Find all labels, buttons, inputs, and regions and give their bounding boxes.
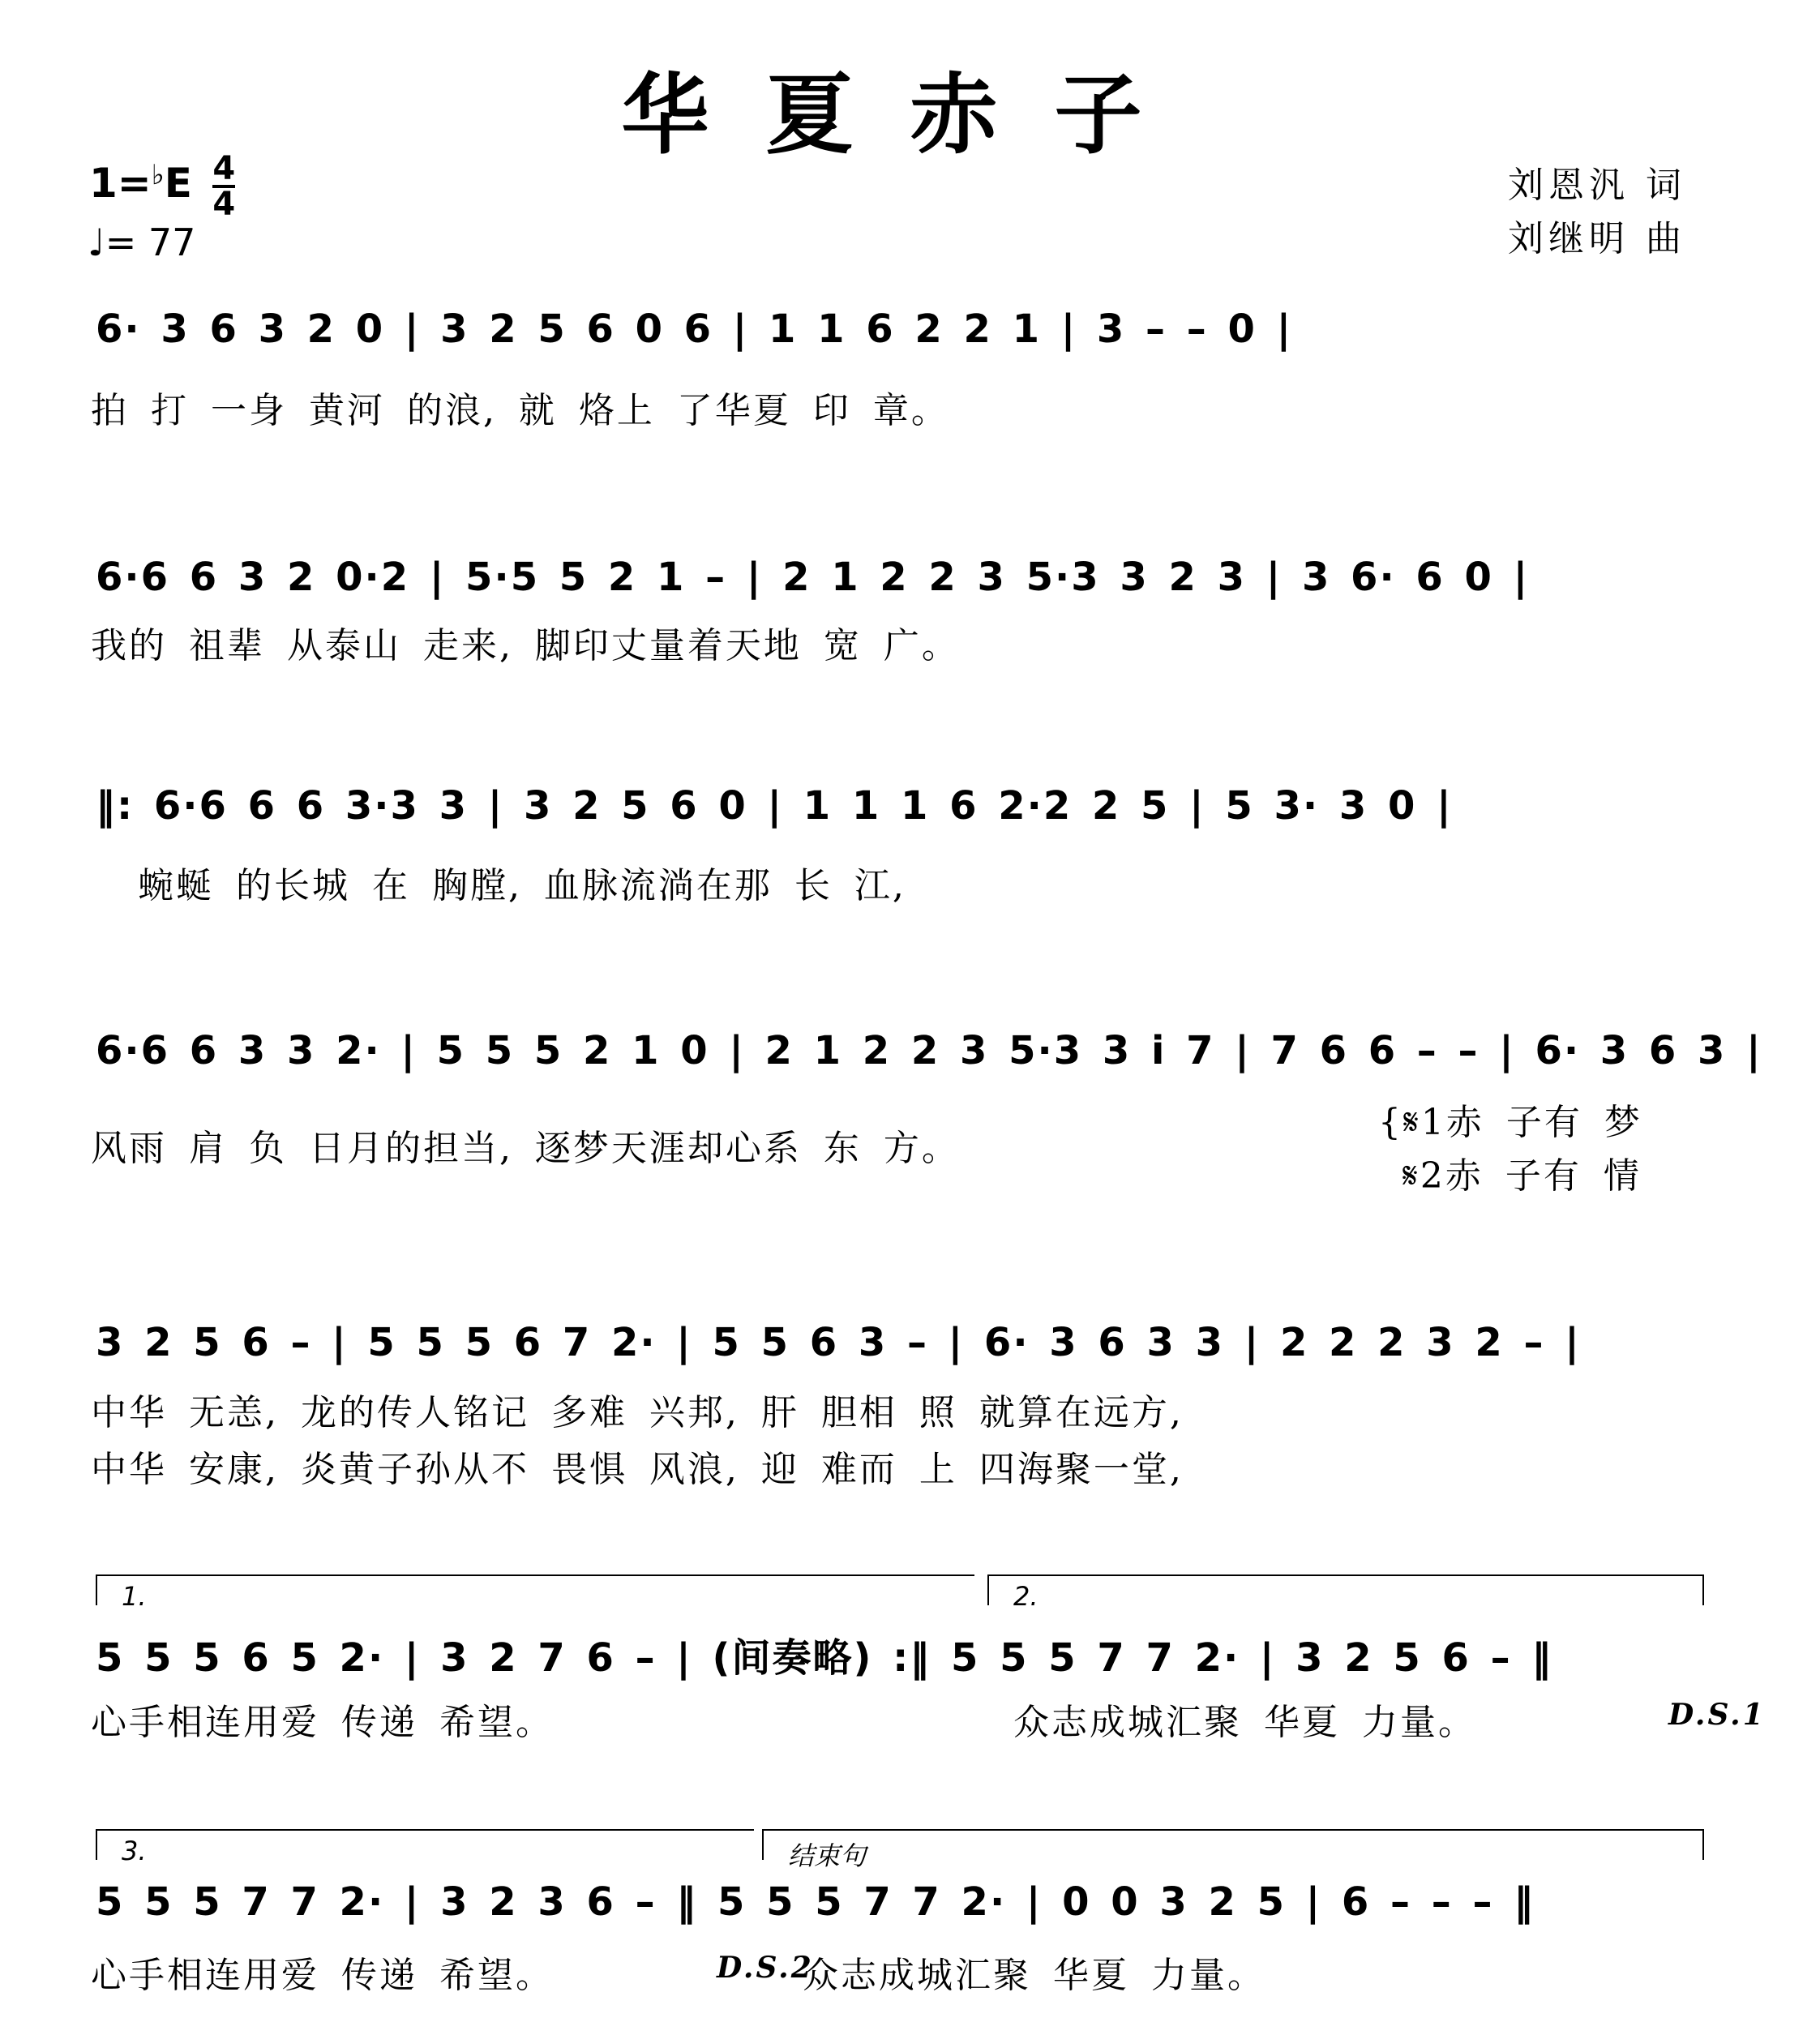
volta-3-bracket: [96, 1829, 754, 1866]
time-top: 4: [212, 150, 236, 187]
flat-sign: ♭: [151, 159, 165, 191]
time-signature: [212, 152, 235, 221]
composer: 刘继明 曲: [1508, 218, 1686, 259]
system-1-lyrics: 拍 打 一身 黄河 的浪, 就 烙上 了华夏 印 章。: [91, 390, 949, 431]
system-2-lyrics: 我的 祖辈 从泰山 走来, 脚印丈量着天地 宽 广。: [91, 625, 960, 666]
system-7-lyrics-ending: 众志成城汇聚 华夏 力量。: [803, 1955, 1265, 1996]
tempo-value: = 77: [105, 221, 196, 264]
volta-2-bracket: [987, 1574, 1704, 1612]
system-6-lyrics-second: 众志成城汇聚 华夏 力量。: [1013, 1702, 1476, 1743]
system-3-notes: ‖: 6·6 6 6 3·3 3 | 3 2 5 6 0 | 1 1 1 6 2·2 2 5 | 5 3· 3 0 |: [96, 783, 1453, 829]
system-1-notes: 6· 3 6 3 2 0 | 3 2 5 6 0 6 | 1 1 6 2 2 1 | 3 – – 0 |: [96, 306, 1293, 352]
system-6-lyrics-first: 心手相连用爱 传递 希望。: [91, 1702, 554, 1743]
quarter-note-icon: ♩: [88, 221, 105, 264]
segno-1-lyrics: {𝄋1赤 子有 梦: [1378, 1102, 1642, 1143]
lyricist: 刘恩汎 词: [1508, 165, 1686, 206]
key-letter: E: [164, 160, 192, 207]
ds2-marker: D.S.2: [717, 1951, 814, 1985]
system-7-notes: 5 5 5 7 7 2· | 3 2 3 6 – ‖ 5 5 5 7 7 2· | 0 0 3 2 5 | 6 – – – ‖: [96, 1879, 1535, 1925]
tempo-mark: [88, 221, 195, 264]
system-5-lyrics-verse-1: 中华 无恙, 龙的传人铭记 多难 兴邦, 肝 胆相 照 就算在远方,: [91, 1392, 1184, 1433]
ending-bracket: [762, 1829, 1704, 1871]
time-bottom: 4: [212, 186, 236, 223]
system-7-lyrics-first: 心手相连用爱 传递 希望。: [91, 1955, 554, 1996]
volta-1-bracket: [96, 1574, 974, 1612]
volta-2-label: 2.: [1013, 1581, 1038, 1612]
segno-2-lyrics: 𝄋2赤 子有 情: [1402, 1155, 1642, 1197]
volta-3-label: 3.: [122, 1836, 147, 1866]
system-4-lyrics: 风雨 肩 负 日月的担当, 逐梦天涯却心系 东 方。: [91, 1128, 960, 1169]
volta-1-label: 1.: [122, 1581, 147, 1612]
system-3-lyrics: 蜿蜒 的长城 在 胸膛, 血脉流淌在那 长 江,: [138, 865, 906, 906]
ds1-marker: D.S.1: [1668, 1698, 1766, 1732]
system-5-lyrics-verse-2: 中华 安康, 炎黄子孙从不 畏惧 风浪, 迎 难而 上 四海聚一堂,: [91, 1449, 1184, 1490]
key-prefix: 1=: [89, 160, 152, 207]
system-4-notes: 6·6 6 3 3 2· | 5 5 5 2 1 0 | 2 1 2 2 3 5·3 3 i 7 | 7 6 6 – – | 6· 3 6 3 |: [96, 1028, 1762, 1073]
system-5-notes: 3 2 5 6 – | 5 5 5 6 7 2· | 5 5 6 3 – | 6· 3 6 3 3 | 2 2 2 3 2 – |: [96, 1320, 1581, 1365]
system-6-notes: 5 5 5 6 5 2· | 3 2 7 6 – | (间奏略) :‖ 5 5 5 7 7 2· | 3 2 5 6 – ‖: [96, 1635, 1553, 1681]
page-title: 华夏赤子: [621, 64, 1199, 166]
ending-label: 结束句: [788, 1840, 867, 1871]
key-signature: [89, 152, 235, 221]
system-2-notes: 6·6 6 3 2 0·2 | 5·5 5 2 1 – | 2 1 2 2 3 5·3 3 2 3 | 3 6· 6 0 |: [96, 555, 1530, 600]
